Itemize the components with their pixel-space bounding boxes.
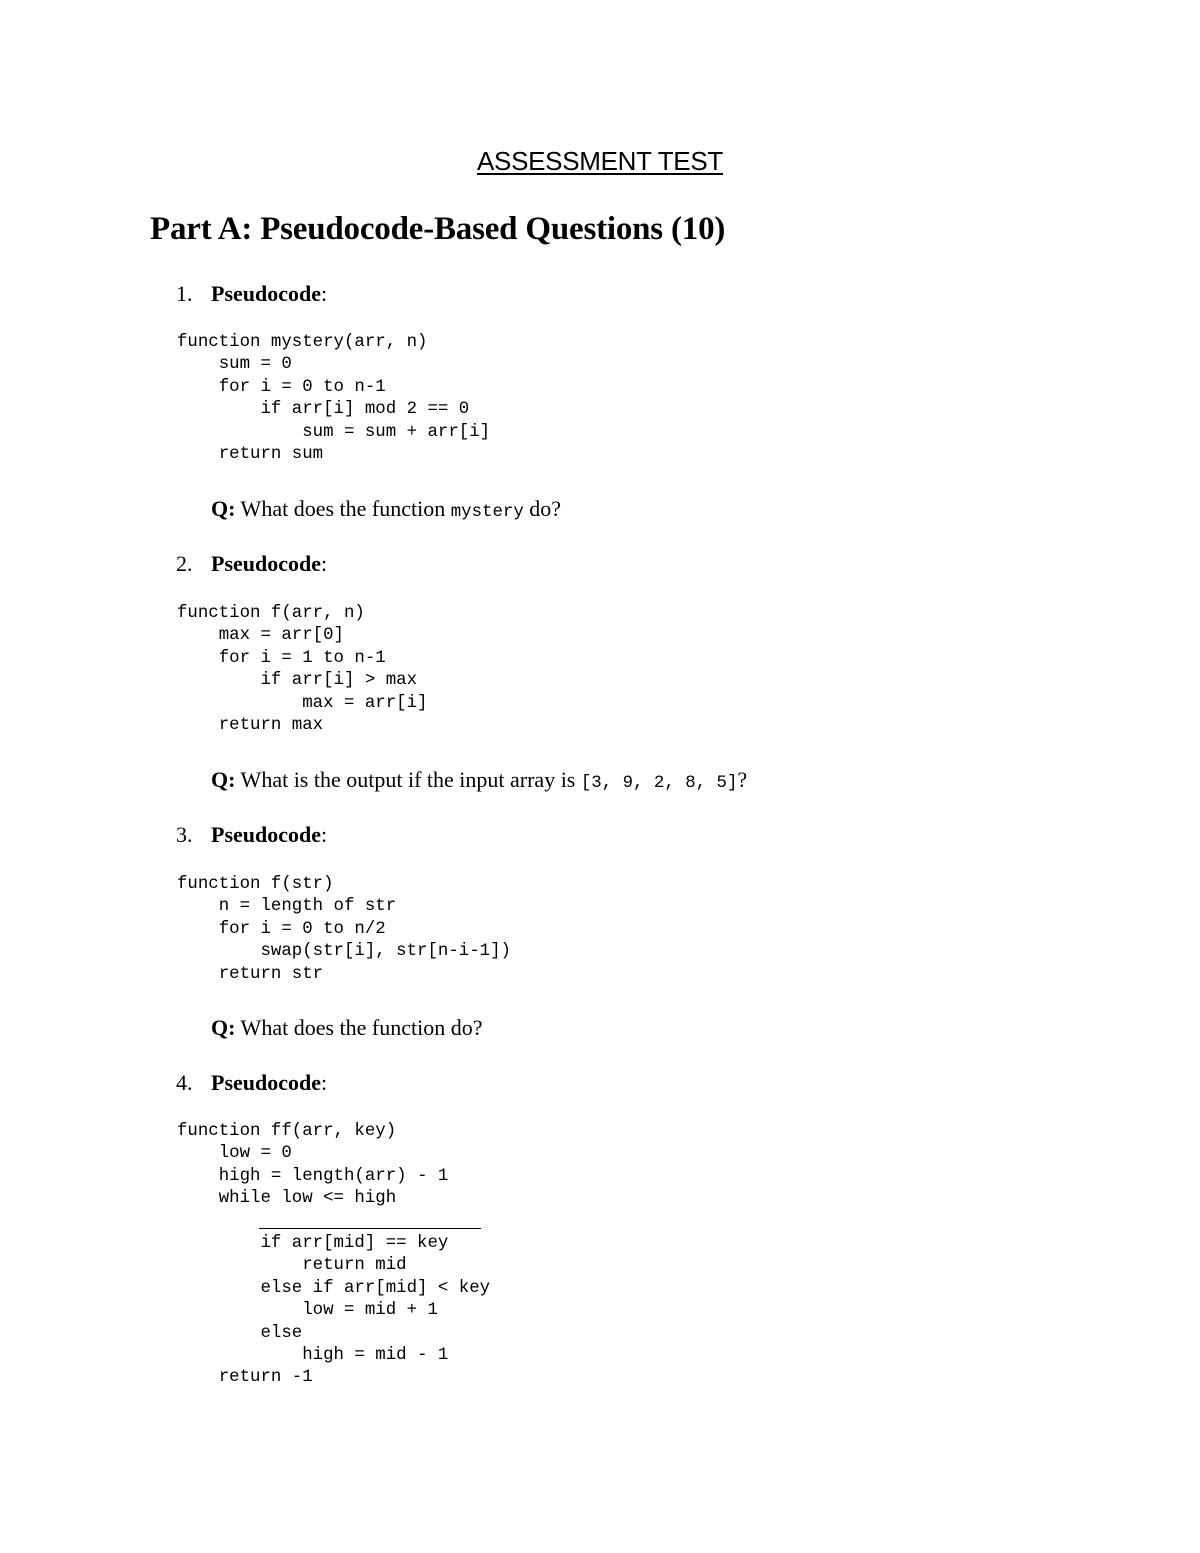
question-2-heading [176,551,327,577]
part-a-heading: Part A: Pseudocode-Based Questions (10) [150,211,726,247]
question-2-label: Pseudocode [211,551,321,576]
question-4-code-top: function ff(arr, key) low = 0 high = length(arr) - 1 while low <= high [177,1122,449,1209]
question-3-number: 3. [176,822,193,847]
question-4-heading [176,1070,327,1096]
question-2-code: function f(arr, n) max = arr[0] for i = 1 to n-1 if arr[i] > max max = arr[i] return max [177,604,428,736]
question-3-colon: : [321,822,328,847]
question-4-fill-in-blank [259,1228,481,1229]
question-4-label: Pseudocode [211,1070,321,1095]
question-3-label: Pseudocode [211,822,321,847]
question-3-code: function f(str) n = length of str for i = 0 to n/2 swap(str[i], str[n-i-1]) return str [177,875,511,984]
question-1-number: 1. [176,281,193,306]
question-1-q-label: Q: [211,496,236,521]
question-4-number: 4. [176,1070,193,1095]
question-4-colon: : [321,1070,328,1095]
question-3-q-text: What does the function do? [235,1015,483,1040]
question-1-heading [176,281,327,307]
question-3-prompt [211,1015,482,1041]
question-2-prompt [211,767,747,793]
question-2-q-text-after: ? [737,767,748,792]
question-3-q-label: Q: [211,1015,236,1040]
question-1-q-code: mystery [450,503,524,522]
question-1-colon: : [321,281,328,306]
question-2-number: 2. [176,551,193,576]
document-title: ASSESSMENT TEST [477,146,723,176]
question-2-colon: : [321,551,328,576]
question-4-code-bottom: if arr[mid] == key return mid else if arr[mid] < key low = mid + 1 else high = mid - 1 return -1 [218,1234,491,1388]
question-1-prompt [211,496,561,522]
question-2-q-code: [3, 9, 2, 8, 5] [580,774,738,793]
question-1-label: Pseudocode [211,281,321,306]
question-1-q-text-before: What does the function [235,496,451,521]
question-2-q-text-before: What is the output if the input array is [235,767,581,792]
question-3-heading [176,822,327,848]
question-1-code: function mystery(arr, n) sum = 0 for i = 0 to n-1 if arr[i] mod 2 == 0 sum = sum + arr[i] return sum [177,333,491,465]
question-1-q-text-after: do? [523,496,562,521]
question-2-q-label: Q: [211,767,236,792]
